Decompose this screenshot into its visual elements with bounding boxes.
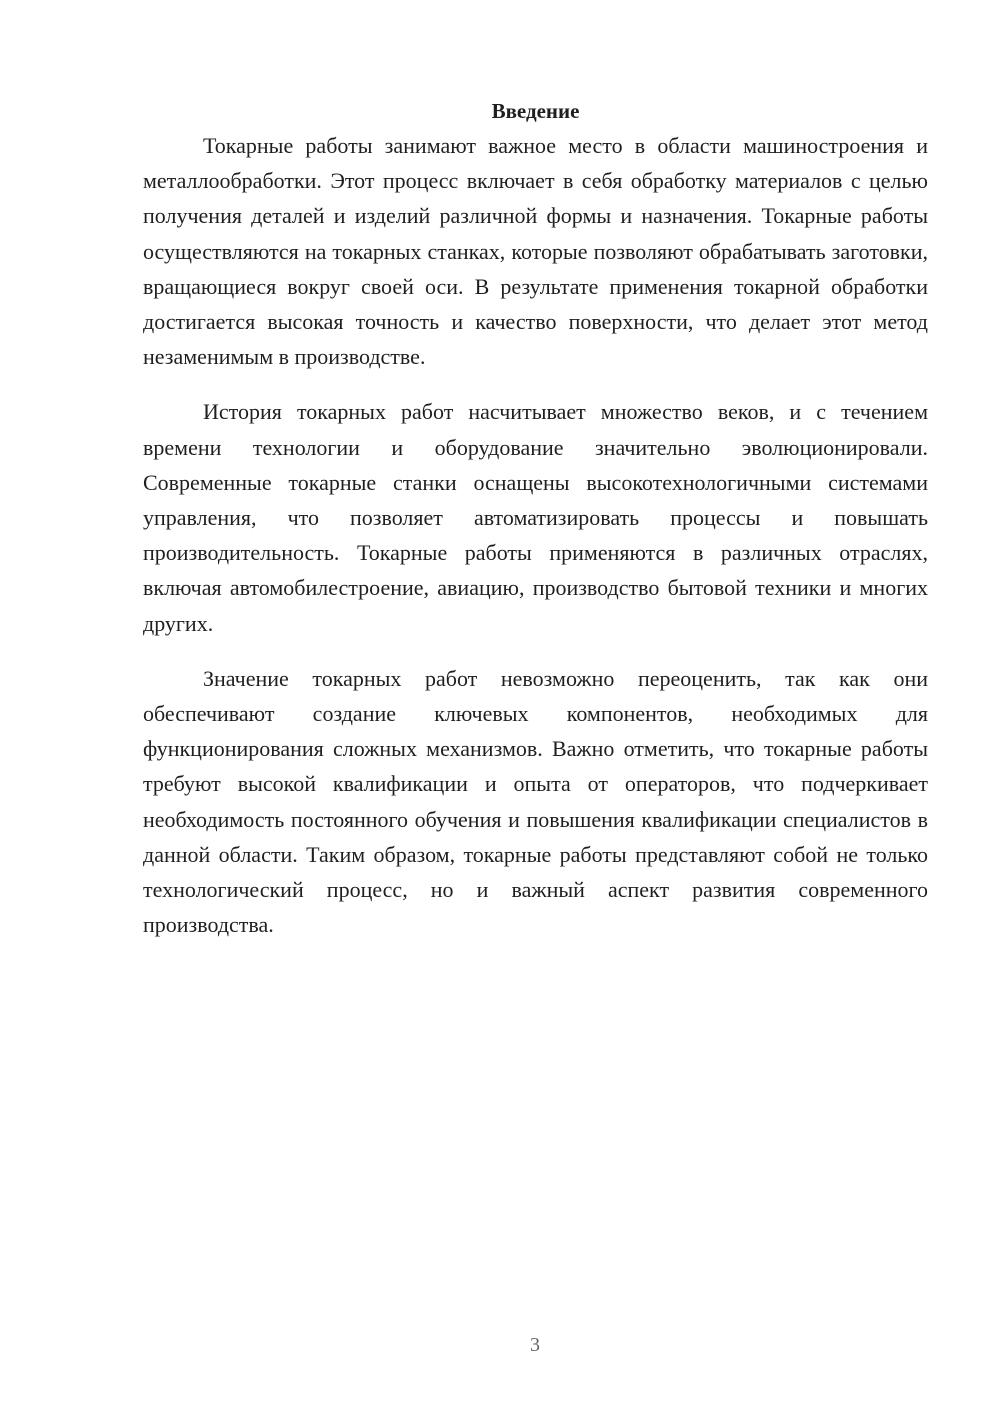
paragraph-3: Значение токарных работ невозможно переоценить, так как они обеспечивают создание ключевых компонентов, необходимых для функционирования сложных механизмов. Важно отметить, что токарные работы требуют высокой квалификации и опыта от операторов, что подчеркивает необходимость постоянного обучения и повышения квалификации специалистов в данной области. Таким образом, токарные работы представляют собой не только технологический процесс, но и важный аспект развития современного производства. [143,665,928,938]
page-number: 3 [530,1334,540,1356]
paragraph-1: Токарные работы занимают важное место в области машиностроения и металлообработки. Этот процесс включает в себя обработку материалов с целью получения деталей и изделий различной формы и назначения. Токарные работы осуществляются на токарных станках, которые позволяют обрабатывать заготовки, вращающиеся вокруг своей оси. В результате применения токарной обработки достигается высокая точность и качество поверхности, что делает этот метод незаменимым в производстве. [143,133,928,370]
page-content [143,96,928,942]
section-heading: Введение [491,99,580,123]
paragraph-2: История токарных работ насчитывает множество веков, и с течением времени технологии и оборудование значительно эволюционировали. Современные токарные станки оснащены высокотехнологичными системами управления, что позволяет автоматизировать процессы и повышать производительность. Токарные работы применяются в различных отраслях, включая автомобилестроение, авиацию, производство бытовой техники и многих других. [143,399,928,636]
